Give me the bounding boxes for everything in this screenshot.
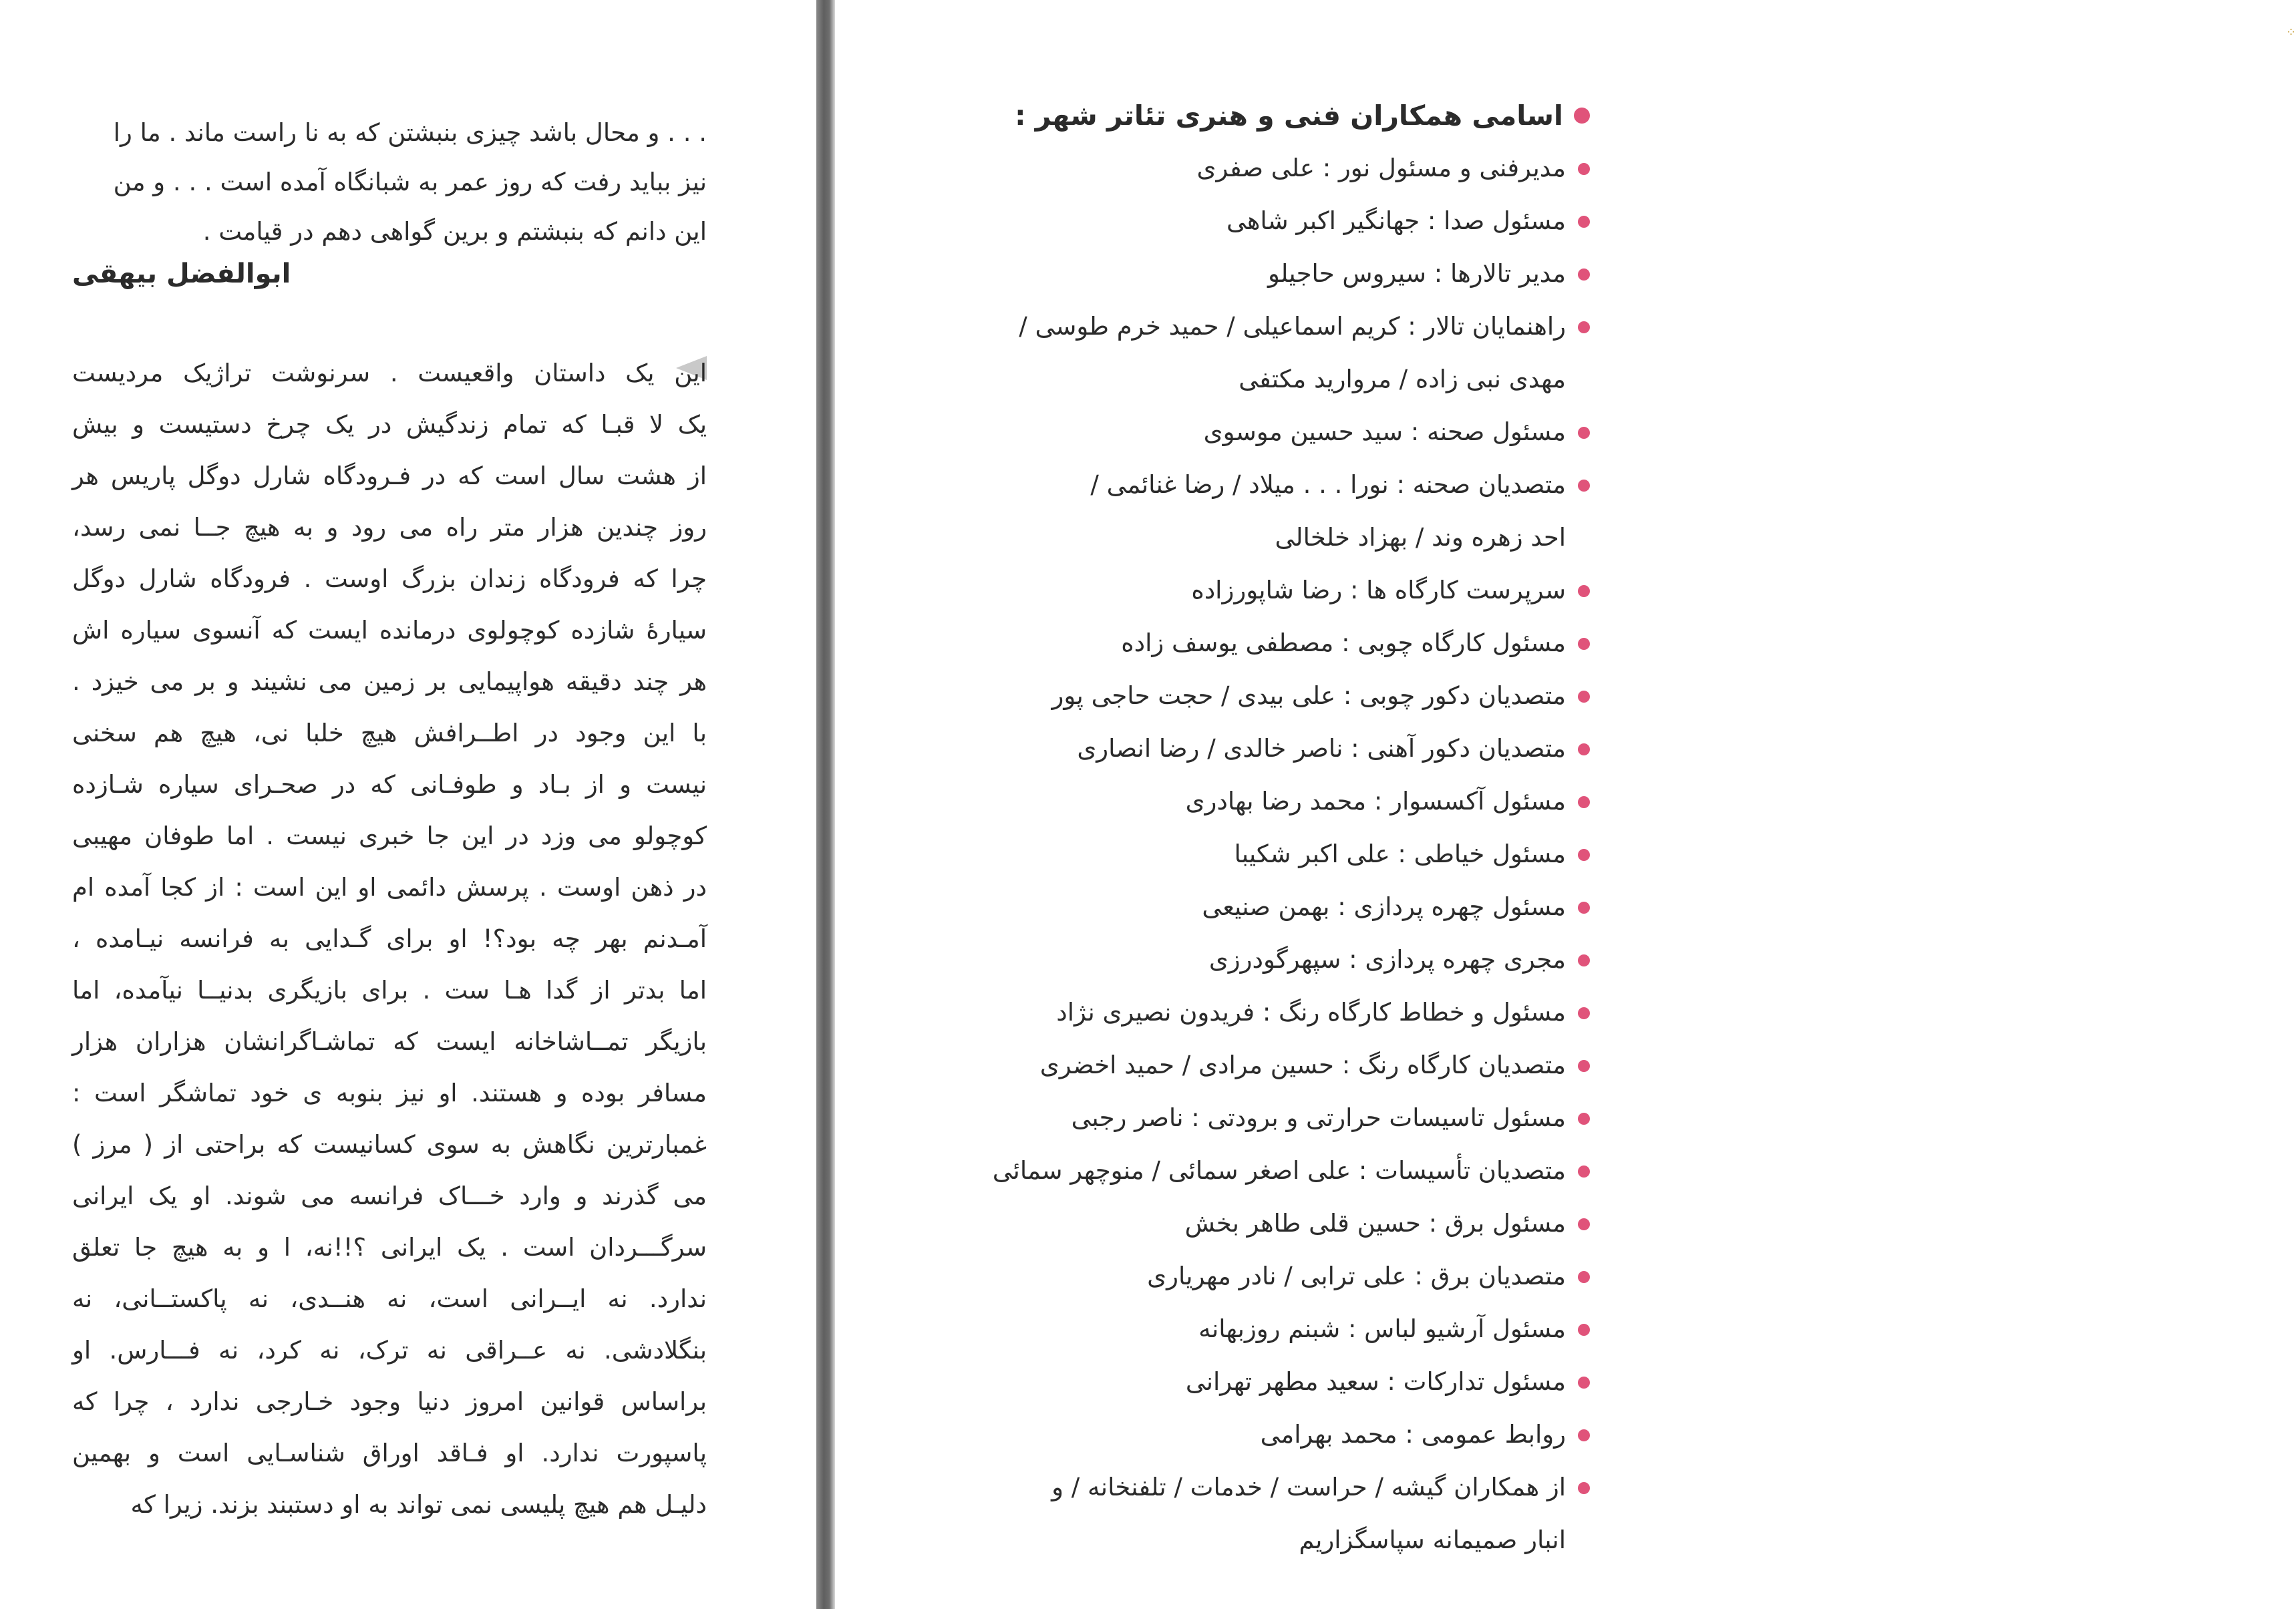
story-line: یک لا قبـا که تمام زندگیش در یک چرخ دستیست و بیش [72,410,707,439]
story-line: می گذرند و وارد خـــاک فرانسه می شوند. او یک ایرانی [72,1182,707,1210]
credit-line: سرپرست کارگاه ها : رضا شاپورزاده [1191,576,1566,604]
credit-text [1052,669,1566,722]
bullet-icon [1578,1482,1590,1494]
epigraph-author: ابوالفضل بیهقی [72,258,291,289]
credit-item [962,194,1590,247]
credit-text [1185,1197,1566,1250]
credit-rows [962,142,1590,1566]
credit-line: مهدی نبی زاده / مروارید مکتفی [1239,365,1566,393]
bullet-icon [1578,480,1590,492]
credit-line: متصدیان دکور چوبی : علی بیدی / حجت حاجی پور [1051,681,1566,710]
credit-item [962,1302,1590,1355]
story-text [72,347,707,1530]
credit-text [1204,405,1566,458]
credit-line: مسئول آکسسوار : محمد رضا بهادری [1185,787,1566,816]
story-line: روز چندین هزار متر راه می رود و به هیچ جــا نمی رسد، [72,513,707,542]
credit-line: متصدیان تأسیسات : علی اصغر سمائی / منوچهر سمائی [992,1156,1566,1185]
story-line: از هشت سال است که در فـرودگاه شارل دوگل پاریس هر [72,462,707,490]
story-line: در ذهن اوست . پرسش دائمی او این است : از کجا آمده ام [72,873,707,902]
credit-line: مدیر تالارها : سیروس حاجیلو [1268,259,1566,288]
credit-text [1040,1039,1566,1091]
bullet-icon [1578,216,1590,228]
bullet-icon [1578,427,1590,439]
credit-line: متصدیان برق : علی ترابی / نادر مهریاری [1147,1262,1566,1290]
credit-text [1197,142,1567,194]
credit-item [962,986,1590,1039]
credit-line: مدیرفنی و مسئول نور : علی صفری [1196,154,1566,182]
credit-item [962,1091,1590,1144]
bullet-icon [1578,1429,1590,1441]
credit-line: مسئول کارگاه چوبی : مصطفی یوسف زاده [1121,629,1566,657]
credit-item [962,300,1590,405]
bullet-icon [1578,638,1590,650]
bullet-icon [1578,796,1590,808]
credit-line: از همکاران گیشه / حراست / خدمات / تلفنخانه / و [1051,1473,1566,1501]
credit-text [1226,194,1566,247]
credit-line: مسئول صحنه : سید حسین موسوی [1203,417,1566,446]
credit-item [962,458,1590,564]
credits-list [962,92,1590,1566]
credit-item [962,564,1590,616]
bullet-icon [1578,849,1590,861]
bullet-icon [1578,585,1590,597]
bullet-icon [1578,1377,1590,1389]
credit-item [962,405,1590,458]
credit-item [962,247,1590,300]
credit-item [962,1408,1590,1461]
credit-line: روابط عمومی : محمد بهرامی [1260,1420,1566,1449]
bullet-icon [1574,108,1590,124]
credit-text [1121,616,1566,669]
epigraph [72,108,707,256]
credits-heading [962,92,1590,139]
credit-text [993,1144,1566,1197]
credit-text [1268,247,1566,300]
story-line: سیارهٔ شازده کوچولوی درمانده ایست که آنسوی سیاره اش [72,616,707,645]
credit-text [1051,1461,1566,1566]
bullet-icon [1578,1166,1590,1178]
credit-text [1202,880,1566,933]
credit-text [1186,1355,1566,1408]
credit-item [962,1039,1590,1091]
story-line: نیست و از بـاد و طوفـانی که در صحـرای سیاره شـازده [72,770,707,799]
credit-item [962,669,1590,722]
story-line: بنگلادشی. نه عــراقی نه ترک، نه کرد، نه فـــارس. او [72,1336,707,1365]
credit-text [1191,564,1566,616]
credit-line: مسئول تاسیسات حرارتی و برودتی : ناصر رجبی [1071,1103,1566,1132]
bullet-icon [1578,1218,1590,1230]
credit-item [962,775,1590,828]
bullet-icon [1578,321,1590,333]
story-line: ندارد. نه ایــرانی است، نه هنــدی، نه پاکستــانی، نه [72,1284,707,1313]
credit-line: مسئول صدا : جهانگیر اکبر شاهی [1226,206,1566,235]
credit-line: مسئول چهره پردازی : بهمن صنیعی [1202,892,1566,921]
epigraph-line: . . . و محال باشد چیزی بنبشتن که به نا راست ماند . ما را [113,118,707,147]
credit-text [1077,722,1566,775]
story-line: اما بدتر از گدا هـا ست . برای بازیگری بدنیــا نیآمده، اما [72,976,707,1005]
story-line: کوچولو می وزد در این جا خبری نیست . اما طوفان مهیبی [72,822,707,850]
bullet-icon [1578,269,1590,281]
credit-text [1198,1302,1566,1355]
story-line: چرا که فرودگاه زندان بزرگ اوست . فرودگاه شارل دوگل [72,564,707,593]
story-line: غمبارترین نگاهش به سوی کسانیست که براحتی از ( مرز ) [72,1130,707,1159]
credit-item [962,828,1590,880]
credit-line: مسئول تدارکات : سعید مطهر تهرانی [1185,1367,1566,1396]
story-line: با این وجود در اطــرافش هیچ خلبا نی، هیچ هم سخنی [72,719,707,747]
bullet-icon [1578,1007,1590,1019]
credit-line: انبار صمیمانه سپاسگزاریم [1299,1526,1566,1554]
credit-line: متصدیان دکور آهنی : ناصر خالدی / رضا انصاری [1077,734,1566,763]
bullet-icon [1578,691,1590,703]
bullet-icon [1578,163,1590,175]
bullet-icon [1578,1060,1590,1072]
credit-text [1090,458,1566,564]
credit-item [962,1461,1590,1566]
credit-item [962,616,1590,669]
credit-item [962,722,1590,775]
credit-item [962,1355,1590,1408]
credits-heading-text: اسامی همکاران فنی و هنری تئاتر شهر : [1015,100,1563,132]
story-line: دلیـل هم هیچ پلیسی نمی تواند به او دستبند بزند. زیرا که [130,1490,707,1519]
credit-text [1019,300,1566,405]
story-line: سرگـــردان است . یک ایرانی ؟!!نه، ا و به هیچ جا تعلق [72,1233,707,1262]
credit-item [962,142,1590,194]
credit-line: مسئول و خطاط کارگاه رنگ : فریدون نصیری نژاد [1056,998,1566,1027]
story-line: مسافر بوده و هستند. او نیز بنوبه ی خود تماشگر است : [72,1079,707,1107]
credit-item [962,933,1590,986]
credit-line: مجری چهره پردازی : سپهرگودرزی [1208,945,1566,974]
bullet-icon [1578,743,1590,755]
credit-text [1072,1091,1566,1144]
credit-line: مسئول برق : حسین قلی طاهر بخش [1184,1209,1566,1238]
credit-item [962,1250,1590,1302]
credit-text [1186,775,1566,828]
paper-speck: ⁘ [2286,25,2296,39]
credit-item [962,880,1590,933]
bullet-icon [1578,1113,1590,1125]
bullet-icon [1578,954,1590,966]
credit-text [1261,1408,1566,1461]
credit-line: متصدیان کارگاه رنگ : حسین مرادی / حمید اخضری [1039,1051,1566,1079]
credit-text [1234,828,1566,880]
book-gutter [816,0,835,1609]
story-line: براساس قوانین امروز دنیا وجود خـارجی ندارد ، چرا که [72,1387,707,1416]
story-line: آمـدنم بهر چه بود؟! او برای گـدایی به فرانسه نیـامده ، [72,924,707,953]
credit-text [1209,933,1566,986]
credit-line: مسئول آرشیو لباس : شبنم روزبهانه [1198,1314,1566,1343]
bullet-icon [1578,1271,1590,1283]
story-line: پاسپورت ندارد. او فـاقد اوراق شناسـایی است و بهمین [72,1439,707,1467]
left-page [0,0,816,1609]
epigraph-line: این دانم که بنبشتم و برین گواهی دهم در قیامت . [202,217,707,246]
story-line: این یک داستان واقعیست . سرنوشت تراژیک مردیست [72,359,707,387]
credit-line: راهنمایان تالار : کریم اسماعیلی / حمید خرم طوسی / [1019,312,1566,341]
epigraph-line: نیز بباید رفت که روز عمر به شبانگاه آمده است . . . و من [113,168,707,196]
credit-text [1147,1250,1566,1302]
bullet-icon [1578,1324,1590,1336]
credit-line: متصدیان صحنه : نورا . . . میلاد / رضا غنائمی / [1090,470,1566,499]
credit-item [962,1197,1590,1250]
bullet-icon [1578,902,1590,914]
credit-item [962,1144,1590,1197]
credit-line: مسئول خیاطی : علی اکبر شکیبا [1234,840,1566,868]
credit-line: احد زهره وند / بهزاد خلخالی [1275,523,1566,552]
credit-text [1056,986,1566,1039]
story-line: بازیگر تمــاشاخانه ایست که تماشـاگرانشان هزاران هزار [72,1027,707,1056]
story-line: هر چند دقیقه هواپیمایی بر زمین می نشیند و بر می خیزد . [72,667,707,696]
